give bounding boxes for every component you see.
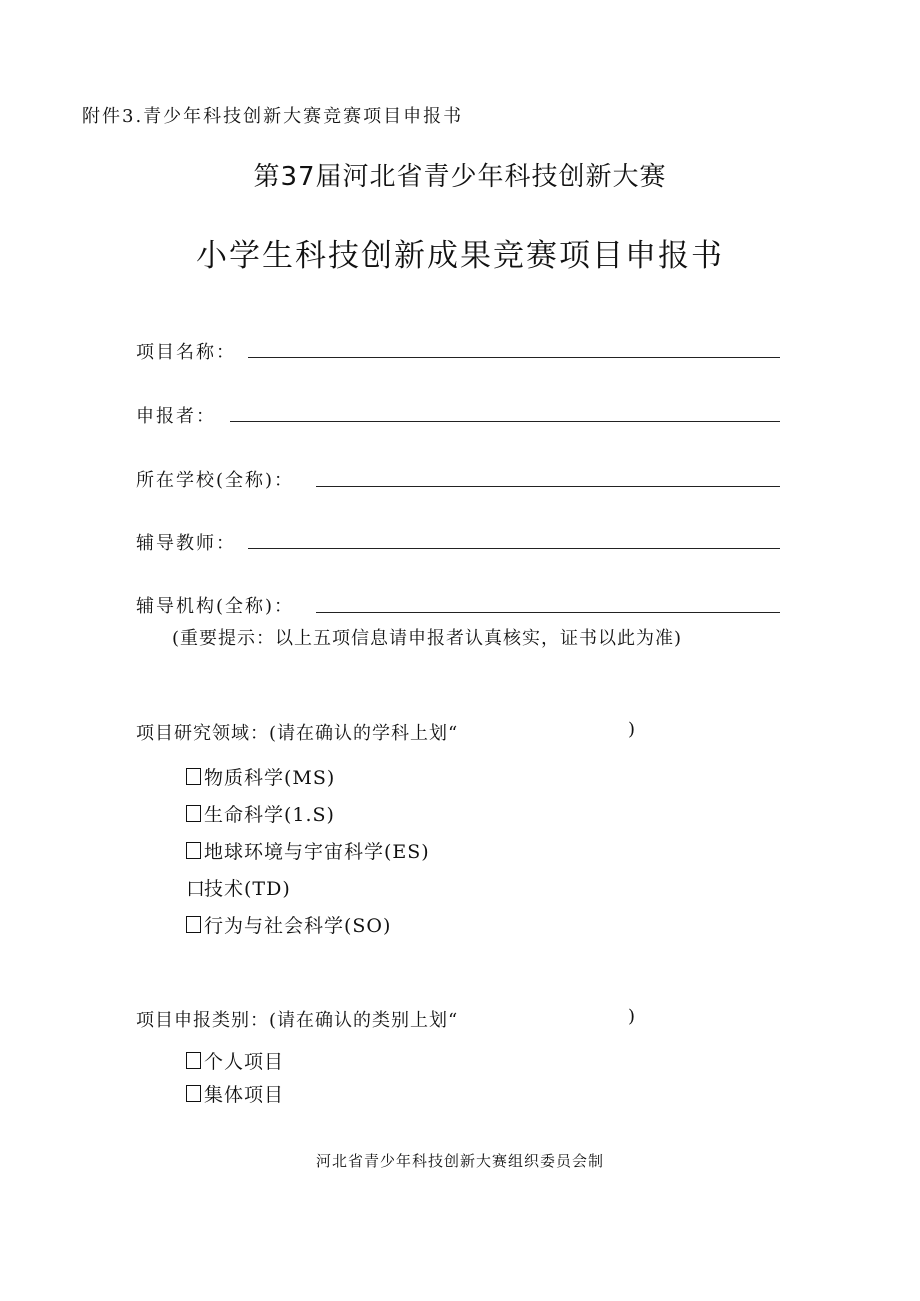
option-group-project[interactable]	[186, 1080, 284, 1107]
project-name-field[interactable]	[248, 357, 780, 358]
research-field-close-paren: )	[628, 719, 636, 740]
important-note: (重要提示：以上五项信息请申报者认真核实，证书以此为准)	[172, 628, 683, 649]
category-label: 项目申报类别：(请在确认的类别上划“	[136, 1010, 459, 1031]
option-technology[interactable]	[186, 874, 291, 901]
research-field-label: 项目研究领域：(请在确认的学科上划“	[136, 723, 459, 744]
checkbox-icon[interactable]	[186, 768, 201, 785]
attachment-label: 附件3.青少年科技创新大赛竞赛项目申报书	[82, 106, 464, 127]
option-label: 集体项目	[204, 1084, 285, 1106]
option-label: 地球环境与宇宙科学(ES)	[204, 841, 430, 863]
competition-subtitle: 第37届河北省青少年科技创新大赛	[253, 162, 667, 192]
option-label: 行为与社会科学(SO)	[204, 915, 392, 937]
checkbox-icon[interactable]	[186, 1085, 201, 1102]
advisor-field[interactable]	[248, 548, 780, 549]
school-field[interactable]	[316, 486, 780, 487]
page-title: 小学生科技创新成果竞赛项目申报书	[196, 238, 724, 274]
checkbox-icon[interactable]	[186, 916, 201, 933]
option-life-science[interactable]	[186, 800, 335, 827]
school-label: 所在学校(全称)：	[136, 470, 295, 491]
checkbox-icon[interactable]	[186, 805, 201, 822]
option-physical-science[interactable]	[186, 763, 335, 790]
institution-field[interactable]	[316, 612, 780, 613]
project-name-label: 项目名称：	[136, 342, 236, 363]
advisor-label: 辅导教师：	[136, 533, 236, 554]
option-label: 生命科学(1.S)	[204, 804, 335, 826]
option-earth-space-science[interactable]	[186, 837, 430, 864]
checkbox-icon[interactable]	[186, 842, 201, 859]
option-label: 物质科学(MS)	[204, 767, 336, 789]
organizer-footer: 河北省青少年科技创新大赛组织委员会制	[315, 1152, 604, 1170]
option-label: 个人项目	[204, 1051, 285, 1073]
checkbox-icon[interactable]	[186, 1052, 201, 1069]
checkbox-glyph[interactable]: 口	[186, 878, 207, 900]
applicant-field[interactable]	[230, 421, 780, 422]
option-behavioral-social-science[interactable]	[186, 911, 391, 938]
option-label: 技术(TD)	[204, 878, 291, 900]
category-close-paren: )	[628, 1006, 636, 1027]
institution-label: 辅导机构(全称)：	[136, 596, 295, 617]
option-individual-project[interactable]	[186, 1047, 284, 1074]
applicant-label: 申报者：	[136, 406, 216, 427]
